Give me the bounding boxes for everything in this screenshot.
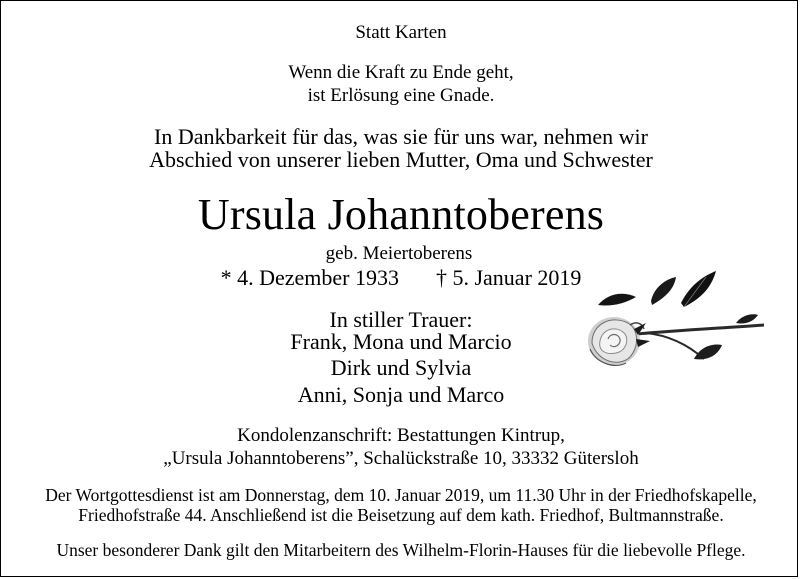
intro-line-2: Abschied von unserer lieben Mutter, Oma und Schwester (149, 147, 653, 172)
header-text: Statt Karten (355, 22, 447, 43)
mourner-line: Anni, Sonja und Marco (297, 382, 505, 407)
mourner-line: Frank, Mona und Marcio (290, 329, 512, 354)
thanks-line: Unser besonderer Dank gilt den Mitarbeitern des Wilhelm-Florin-Hauses für die liebevolle Pflege. (56, 540, 746, 560)
maiden-name: geb. Meiertoberens (325, 243, 473, 264)
condolence-line-2: „Ursula Johanntoberens”, Schalückstraße 10, 33332 Gütersloh (163, 448, 639, 469)
death-date: † 5. Januar 2019 (435, 265, 582, 290)
quote-line-1: Wenn die Kraft zu Ende geht, (288, 62, 514, 83)
mourner-line: Dirk und Sylvia (330, 355, 472, 380)
intro-line-1: In Dankbarkeit für das, was sie für uns war, nehmen wir (154, 124, 648, 149)
birth-date: * 4. Dezember 1933 (220, 265, 399, 290)
service-line-2: Friedhofstraße 44. Anschließend ist die Beisetzung auf dem kath. Friedhof, Bultmannstraße. (78, 505, 724, 525)
rose-icon (586, 263, 766, 383)
service-line-1: Der Wortgottesdienst ist am Donnerstag, dem 10. Januar 2019, um 11.30 Uhr in der Friedhofskapelle, (45, 485, 757, 505)
condolence-line-1: Kondolenzanschrift: Bestattungen Kintrup, (237, 425, 565, 446)
mourning-heading: In stiller Trauer: (329, 307, 473, 332)
deceased-name: Ursula Johanntoberens (197, 190, 605, 239)
quote-line-2: ist Erlösung eine Gnade. (307, 85, 495, 106)
